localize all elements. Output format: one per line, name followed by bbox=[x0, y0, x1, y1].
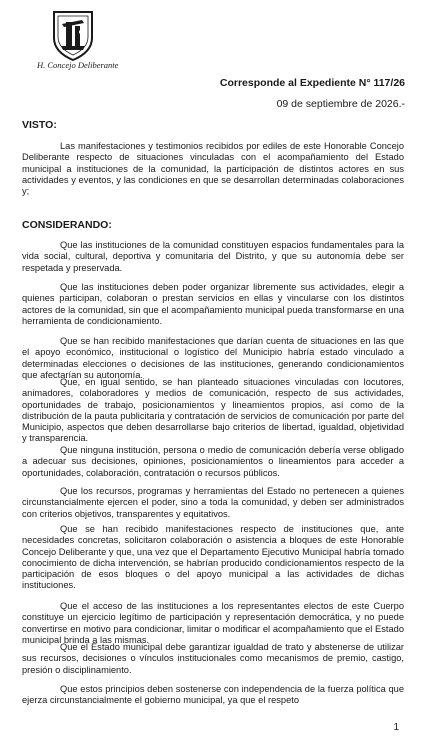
considerando-heading: CONSIDERANDO: bbox=[22, 219, 112, 231]
considerando-paragraph: Que, en igual sentido, se han planteado situaciones vinculadas con locutores, animadores, colaboradores y medios de comunicación, respecto de sus actividades, oportunidades de trabajo, posicionamientos y lineamientos propios, así como de la distribución de la pauta publicitaria y contratación de servicios de comunicación por parte del Municipio, aspectos que deben desarrollarse bajo criterios de libertad, igualdad, objetividad y transparencia. bbox=[22, 377, 404, 444]
expediente-reference: Corresponde al Expediente N° 117/26 bbox=[219, 77, 405, 89]
council-name: H. Concejo Deliberante bbox=[37, 60, 119, 70]
considerando-paragraph: Que las instituciones de la comunidad constituyen espacios fundamentales para la vida social, cultural, deportiva y comunitaria del Distrito, y que su autonomía debe ser respetada y preservada. bbox=[22, 240, 404, 273]
considerando-paragraph: Que estos principios deben sostenerse con independencia de la fuerza política que ejerza circunstancialmente el gobierno municipal, ya que el respeto bbox=[22, 684, 404, 706]
considerando-paragraph: Que ninguna institución, persona o medio de comunicación debería verse obligado a adecuar sus decisiones, opiniones, posicionamientos o lineamientos para acceder a oportunidades, colaboración, contratación o recursos públicos. bbox=[22, 445, 404, 478]
considerando-paragraph: Que las instituciones deben poder organizar libremente sus actividades, elegir a quienes participan, colaboran o prestan servicios en ellas y vincularse con los distintos actores de la comunidad, sin que el acompañamiento municipal pueda transformarse en una herramienta de condicionamiento. bbox=[22, 282, 404, 326]
considerando-paragraph: Que el Estado municipal debe garantizar igualdad de trato y abstenerse de utilizar sus recursos, decisiones o vínculos institucionales como mecanismos de premio, castigo, presión o disciplinamiento. bbox=[22, 642, 404, 675]
considerando-paragraph: Que se han recibido manifestaciones respecto de instituciones que, ante necesidades concretas, solicitaron colaboración o asistencia a bloques de este Honorable Concejo Deliberante y que, una vez que el Departamento Ejecutivo Municipal habría tomado conocimiento de dicha intervención, se habrían producido condicionamientos respecto de la participación de esos bloques o del apoyo municipal a las actividades de dichas instituciones. bbox=[22, 524, 404, 591]
document-date: 09 de septiembre de 2026.- bbox=[276, 98, 405, 110]
page-number: 1 bbox=[393, 722, 399, 733]
visto-heading: VISTO: bbox=[22, 119, 57, 131]
municipal-crest-logo bbox=[48, 8, 98, 62]
considerando-paragraph: Que el acceso de las instituciones a los representantes electos de este Cuerpo constituye un ejercicio legítimo de participación y representación democrática, y no puede convertirse en motivo para condicionar, limitar o modificar el acompañamiento que el Estado municipal brinda a las mismas. bbox=[22, 601, 404, 645]
visto-paragraph: Las manifestaciones y testimonios recibidos por ediles de este Honorable Concejo Deliberante respecto de situaciones vinculadas con el acompañamiento del Estado municipal a instituciones de la comunidad, la participación de distintos actores en sus actividades y eventos, y las condiciones en que se desarrollan determinadas colaboraciones y; bbox=[22, 141, 404, 197]
considerando-paragraph: Que los recursos, programas y herramientas del Estado no pertenecen a quienes circunstancialmente ejercen el poder, sino a toda la comunidad, y deben ser administrados con criterios objetivos, transparentes y equitativos. bbox=[22, 486, 404, 519]
considerando-paragraph: Que se han recibido manifestaciones que darían cuenta de situaciones en las que el apoyo económico, institucional o logístico del Municipio habría estado vinculado a determinadas elecciones o decisiones de las instituciones, generando condicionamientos que afectarían su autonomía. bbox=[22, 336, 404, 380]
